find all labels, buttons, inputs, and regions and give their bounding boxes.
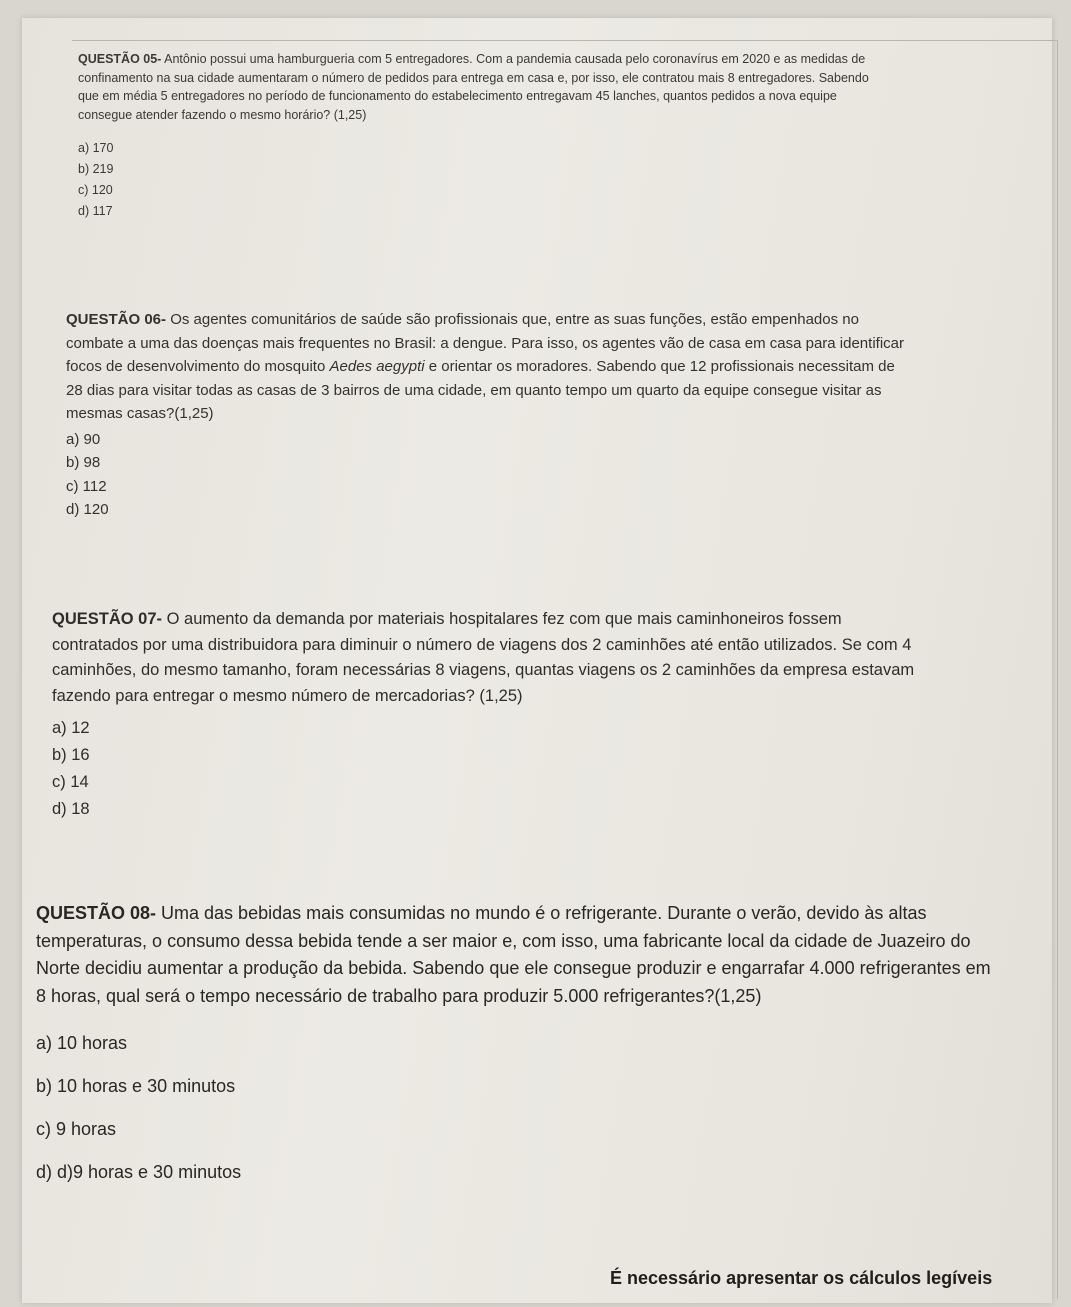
question-07-statement [52, 607, 932, 709]
question-05 [78, 50, 878, 222]
question-06-option-a: a) 90 [66, 430, 101, 448]
question-06-text-after: e orientar os moradores. Sabendo que 12 profissionais necessitam de 28 dias para visitar todas as casas de 3 bairros de uma cidade, em quanto tempo um quarto da equipe consegue visitar as mesmas casas?(1,25) [66, 358, 895, 422]
question-07-label: QUESTÃO 07- [52, 610, 163, 628]
question-06-options [66, 428, 911, 522]
question-06-species: Aedes aegypti [329, 358, 425, 375]
question-06-option-c: c) 112 [66, 477, 107, 495]
question-06-label: QUESTÃO 06- [66, 311, 167, 328]
question-08-text: Uma das bebidas mais consumidas no mundo é o refrigerante. Durante o verão, devido às altas temperaturas, o consumo dessa bebida tende a ser maior e, com isso, uma fabricante local da cidade de Juazeiro do Norte decidiu aumentar a produção da bebida. Sabendo que ele consegue produzir e engarrafar 4.000 refrigerantes em 8 horas, qual será o tempo necessário de trabalho para produzir 5.000 refrigerantes?(1,25) [36, 903, 991, 1006]
question-07-text: O aumento da demanda por materiais hospitalares fez com que mais caminhoneiros fossem contratados por uma distribuidora para diminuir o número de viagens dos 2 caminhões até então utilizados. Se com 4 caminhões, do mesmo tamanho, foram necessárias 8 viagens, quantas viagens os 2 caminhões da empresa estavam fazendo para entregar o mesmo número de mercadorias? (1,25) [52, 610, 915, 705]
question-08-statement [36, 900, 996, 1010]
question-05-text: Antônio possui uma hamburgueria com 5 entregadores. Com a pandemia causada pelo coronavírus em 2020 e as medidas de confinamento na sua cidade aumentaram o número de pedidos para entrega em casa e, por isso, ele contratou mais 8 entregadores. Sabendo que em média 5 entregadores no período de funcionamento do estabelecimento entregavam 45 lanches, quantos pedidos a nova equipe consegue atender fazendo o mesmo horário? (1,25) [78, 52, 869, 122]
question-06-option-d: d) 120 [66, 501, 109, 518]
question-06 [66, 308, 911, 522]
question-08 [36, 900, 996, 1194]
footer-instruction: É necessário apresentar os cálculos legíveis [610, 1268, 993, 1288]
question-07-option-c: c) 14 [52, 773, 89, 791]
question-08-option-b: b) 10 horas e 30 minutos [36, 1076, 236, 1096]
question-06-option-b: b) 98 [66, 454, 101, 471]
question-05-option-b: b) 219 [78, 162, 114, 176]
question-06-text-before: Os agentes comunitários de saúde são profissionais que, entre as suas funções, estão empenhados no combate a uma das doenças mais frequentes no Brasil: a dengue. Para isso, os agentes vão de casa em casa para identificar focos de desenvolvimento do mosquito [66, 311, 904, 375]
question-05-statement [78, 50, 878, 124]
question-05-options [78, 138, 878, 222]
question-08-option-c: c) 9 horas [36, 1119, 117, 1139]
question-08-option-d: d) d)9 horas e 30 minutos [36, 1162, 242, 1182]
question-07-option-a: a) 12 [52, 719, 90, 737]
question-06-statement [66, 308, 911, 426]
question-07-option-b: b) 16 [52, 746, 90, 764]
question-08-label: QUESTÃO 08- [36, 903, 157, 923]
question-05-option-c: c) 120 [78, 183, 113, 197]
question-08-options [36, 1022, 996, 1194]
question-08-option-a: a) 10 horas [36, 1033, 128, 1053]
question-05-label: QUESTÃO 05- [78, 52, 162, 66]
question-07 [52, 607, 932, 823]
question-05-option-d: d) 117 [78, 204, 113, 218]
question-05-option-a: a) 170 [78, 141, 114, 155]
question-07-options [52, 715, 932, 823]
question-07-option-d: d) 18 [52, 800, 90, 818]
